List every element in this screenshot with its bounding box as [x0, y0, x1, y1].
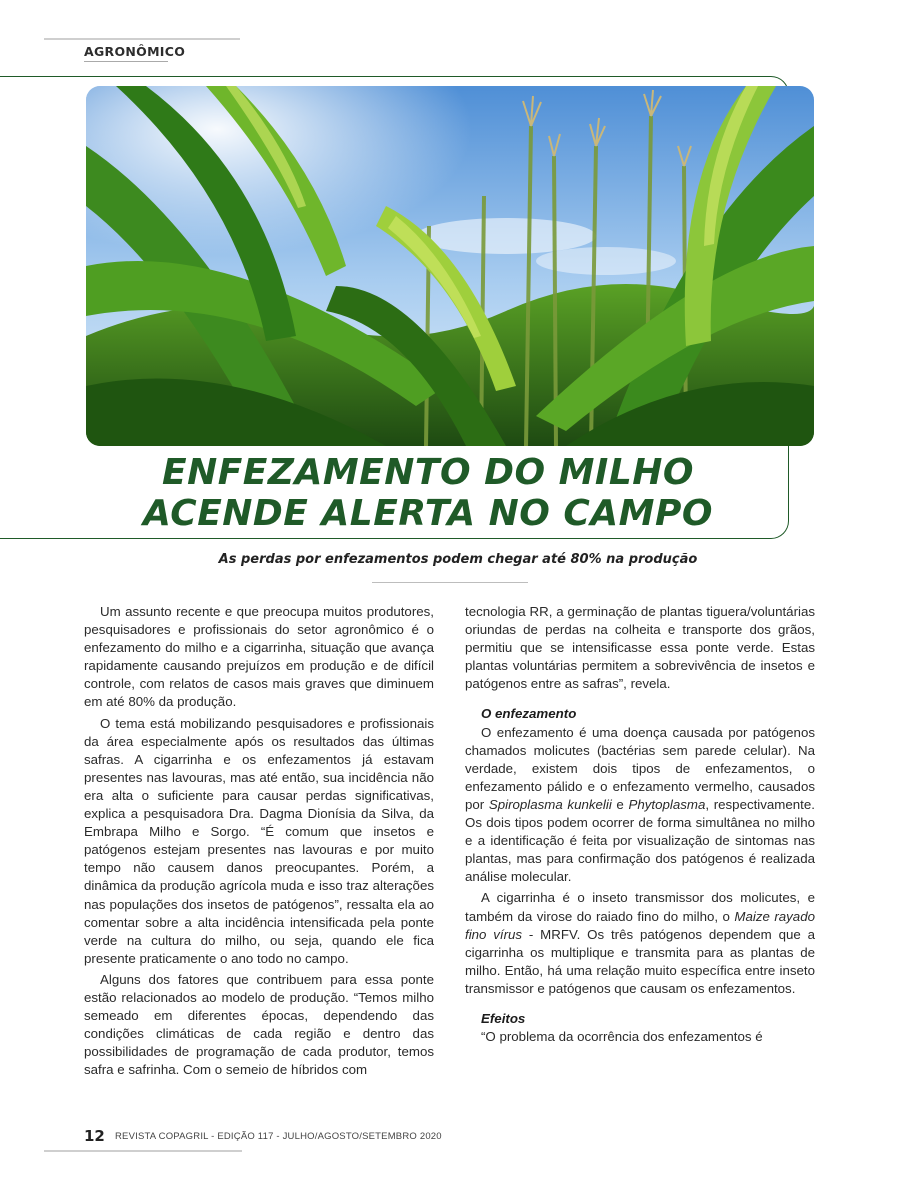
right-paragraph-1: tecnologia RR, a germinação de plantas tiguera/voluntárias oriundas de perdas na colheita e transporte dos grãos, permitiu que se intensificasse essa ponte verde. Estas plantas voluntárias permitem a sobrevivência de insetos e patógenos entre as safras”, revela. [465, 604, 815, 692]
corn-field-photo [86, 86, 814, 446]
right-paragraph-2 [465, 724, 815, 887]
left-paragraph-1: Um assunto recente e que preocupa muitos produtores, pesquisadores e profissionais do setor agronômico é o enfezamento do milho e a cigarrinha, situação que avança rapidamente causando prejuízos em produção e de difícil controle, com relatos de casos mais graves que diminuem em até 80% da produção. [84, 604, 434, 710]
heading-efeitos: Efeitos [481, 1010, 526, 1026]
left-paragraph-3: Alguns dos fatores que contribuem para essa ponte estão relacionados ao modelo de produção. “Temos milho semeado em diferentes épocas, dependendo das condições climáticas de cada região e dentro das possibilidades de programação de cada produtor, temos safra e safrinha. Com o semeio de híbridos com [84, 971, 434, 1078]
heading-o-enfezamento: O enfezamento [481, 706, 577, 722]
species-name-spiroplasma: Spiroplasma kunkelii [488, 796, 612, 812]
left-paragraph-2: O tema está mobilizando pesquisadores e profissionais da área especialmente após os resultados das últimas safras. A cigarrinha e os enfezamentos já estavam presentes nas lavouras, mas até então, sua incidência não era alta o suficiente para causar perdas significativas, explica a pesquisadora Dra. Dagma Dionísia da Silva, da Embrapa Milho e Sorgo. “É comum que insetos e patógenos estejam presentes nas lavouras e por muito tempo não causem danos preocupantes. Porém, a dinâmica da produção agrícola muda e isso traz alterações nas populações dos insetos de patógenos”, ressalta ela ao comentar sobre a alta incidência intensificada pela ponte verde na cultura do milho, ou seja, quando ele fica presente praticamente o ano todo no campo. [84, 715, 434, 966]
article-headline [0, 452, 856, 534]
right-paragraph-3 [465, 889, 815, 998]
page-number: 12 [84, 1127, 105, 1145]
right-column [465, 603, 815, 1049]
top-rule [44, 38, 240, 40]
corn-field-illustration [86, 86, 814, 446]
text-run: A cigarrinha é o inseto transmissor dos molicutes, e também da virose do raiado fino do milho, o [465, 890, 815, 924]
virus-name: Maize rayado fino vírus [465, 908, 815, 942]
publication-info: REVISTA COPAGRIL - EDIÇÃO 117 - JULHO/AGOSTO/SETEMBRO 2020 [115, 1131, 442, 1142]
text-run: , respectivamente. Os dois tipos podem ocorrer de forma simultânea no milho e a identificação é feita por visualização de sintomas nas plantas, mas para confirmação dos patógenos é realizada análise molecular. [465, 796, 815, 885]
text-run: O enfezamento é uma doença causada por patógenos chamados molicutes (bactérias sem parede celular). Na verdade, existem dois tipos de enfezamentos, o enfezamento pálido e o enfezamento vermelho, causados por [465, 724, 815, 812]
left-column [84, 603, 434, 1082]
text-run: e [611, 796, 629, 812]
section-underline [84, 61, 168, 62]
species-name-phytoplasma: Phytoplasma [628, 796, 706, 812]
article-subheadline: As perdas por enfezamentos podem chegar até 80% na produção [218, 552, 698, 567]
text-run: - MRFV. Os três patógenos dependem que a cigarrinha os multiplique e transmita para as plantas de milho. Então, há uma relação muito específica entre inseto transmissor e patógenos que causam os enfezamentos. [465, 926, 815, 996]
section-label: AGRONÔMICO [84, 44, 186, 59]
subheadline-divider [372, 582, 528, 583]
headline-line-2: ACENDE ALERTA NO CAMPO [143, 493, 713, 534]
right-paragraph-4: “O problema da ocorrência dos enfezamentos é [481, 1029, 763, 1045]
footer-rule [44, 1150, 242, 1152]
headline-line-1: ENFEZAMENTO DO MILHO [161, 452, 695, 493]
